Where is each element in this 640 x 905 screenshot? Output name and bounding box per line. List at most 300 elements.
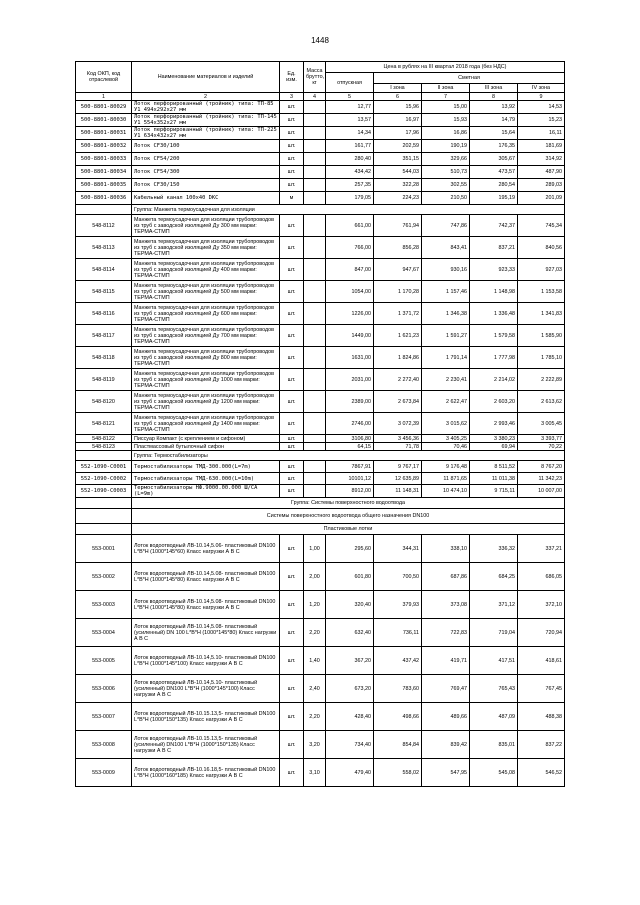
price-zone-2: 1 591,27 [422, 325, 470, 347]
table-row [76, 759, 565, 787]
price-zone-2: 15,93 [422, 114, 470, 127]
price-zone-3: 69,94 [470, 443, 518, 451]
item-name: Лоток перфорированный (тройник) типа: ТП-145 У1 554х352х27 мм [132, 114, 280, 127]
item-unit: шт. [280, 237, 304, 259]
item-code: 553-0006 [76, 675, 132, 703]
header-unit: Ед. изм. [280, 62, 304, 93]
price-zone-1: 761,94 [374, 215, 422, 237]
price-zone-4: 1 341,83 [518, 303, 565, 325]
price-zone-1: 558,02 [374, 759, 422, 787]
column-number: 5 [326, 93, 374, 101]
table-row [76, 591, 565, 619]
item-mass [304, 347, 326, 369]
item-unit: шт. [280, 303, 304, 325]
item-unit: шт. [280, 114, 304, 127]
table-row [76, 259, 565, 281]
item-name: Манжета термоусадочная для изоляции трубопроводов из труб с заводской изоляцией Ду 350 мм марки: ТЕРМА-СТМП [132, 237, 280, 259]
price-otpusk: 179,05 [326, 192, 374, 205]
item-name: Манжета термоусадочная для изоляции трубопроводов из труб с заводской изоляцией Ду 800 мм марки: ТЕРМА-СТМП [132, 347, 280, 369]
table-row [76, 369, 565, 391]
item-code: 500-8801-80033 [76, 153, 132, 166]
item-code: 553-0001 [76, 535, 132, 563]
price-zone-2: 1 791,14 [422, 347, 470, 369]
price-zone-3: 1 777,98 [470, 347, 518, 369]
table-row [76, 281, 565, 303]
price-zone-4: 745,34 [518, 215, 565, 237]
item-unit: шт. [280, 703, 304, 731]
price-otpusk: 3106,80 [326, 435, 374, 443]
item-mass: 3,10 [304, 759, 326, 787]
price-zone-3: 13,92 [470, 101, 518, 114]
item-name: Пластмассовый бутылочный сифон [132, 443, 280, 451]
item-mass: 1,40 [304, 647, 326, 675]
item-unit: шт. [280, 759, 304, 787]
group-row [76, 498, 565, 509]
item-code: 500-8801-80036 [76, 192, 132, 205]
column-number: 8 [470, 93, 518, 101]
price-zone-2: 1 157,46 [422, 281, 470, 303]
table-row [76, 179, 565, 192]
price-zone-3: 2 603,20 [470, 391, 518, 413]
price-otpusk: 14,34 [326, 127, 374, 140]
price-zone-1: 437,42 [374, 647, 422, 675]
price-zone-2: 302,55 [422, 179, 470, 192]
price-otpusk: 1226,00 [326, 303, 374, 325]
price-otpusk: 280,40 [326, 153, 374, 166]
price-zone-2: 70,46 [422, 443, 470, 451]
price-otpusk: 601,80 [326, 563, 374, 591]
price-zone-2: 687,86 [422, 563, 470, 591]
item-unit: шт. [280, 647, 304, 675]
price-otpusk: 661,00 [326, 215, 374, 237]
price-zone-3: 835,01 [470, 731, 518, 759]
item-unit: шт. [280, 179, 304, 192]
price-zone-4: 418,61 [518, 647, 565, 675]
item-name: Термостабилизаторы НФ.9000.00.000 Ш/СА (L=9m) [132, 485, 280, 498]
price-zone-1: 351,15 [374, 153, 422, 166]
item-name: Манжета термоусадочная для изоляции трубопроводов из труб с заводской изоляцией Ду 500 мм марки: ТЕРМА-СТМП [132, 281, 280, 303]
column-number: 9 [518, 93, 565, 101]
column-number-row [76, 93, 565, 101]
item-unit: шт. [280, 259, 304, 281]
price-otpusk: 2031,00 [326, 369, 374, 391]
price-zone-1: 12 635,89 [374, 473, 422, 485]
price-otpusk: 2389,00 [326, 391, 374, 413]
header-name: Наименование материалов и изделий [132, 62, 280, 93]
price-zone-2: 722,83 [422, 619, 470, 647]
price-zone-2: 839,42 [422, 731, 470, 759]
group-title: Группа: Системы поверхностного водоотвода [132, 498, 565, 509]
price-zone-1: 16,97 [374, 114, 422, 127]
item-unit: шт. [280, 347, 304, 369]
price-otpusk: 12,77 [326, 101, 374, 114]
item-code: 500-8801-80031 [76, 127, 132, 140]
table-row [76, 391, 565, 413]
item-mass: 1,20 [304, 591, 326, 619]
item-mass [304, 153, 326, 166]
price-zone-1: 856,28 [374, 237, 422, 259]
price-zone-2: 9 176,48 [422, 461, 470, 473]
table-row [76, 703, 565, 731]
price-zone-3: 1 579,58 [470, 325, 518, 347]
price-zone-4: 3 393,77 [518, 435, 565, 443]
item-mass [304, 443, 326, 451]
item-mass [304, 281, 326, 303]
group-title: Системы поверхностного водоотвода общего назначения DN100 [132, 509, 565, 524]
price-zone-4: 840,56 [518, 237, 565, 259]
price-zone-3: 15,64 [470, 127, 518, 140]
price-zone-4: 487,90 [518, 166, 565, 179]
price-zone-2: 10 474,10 [422, 485, 470, 498]
item-mass [304, 101, 326, 114]
price-zone-1: 2 272,40 [374, 369, 422, 391]
group-title: Пластиковые лотки [132, 524, 565, 535]
item-code: 500-8801-80035 [76, 179, 132, 192]
item-code: 553-0005 [76, 647, 132, 675]
price-zone-2: 419,71 [422, 647, 470, 675]
item-code: 548-8123 [76, 443, 132, 451]
price-zone-2: 2 230,41 [422, 369, 470, 391]
price-zone-4: 1 153,58 [518, 281, 565, 303]
item-unit: шт. [280, 435, 304, 443]
item-code: 548-8113 [76, 237, 132, 259]
group-row [76, 509, 565, 524]
item-code: 552-1090-C0001 [76, 461, 132, 473]
item-name: Манжета термоусадочная для изоляции трубопроводов из труб с заводской изоляцией Ду 1200 мм марки: ТЕРМА-СТМП [132, 391, 280, 413]
item-code: 553-0002 [76, 563, 132, 591]
item-unit: шт. [280, 535, 304, 563]
price-zone-3: 1 336,48 [470, 303, 518, 325]
item-mass [304, 259, 326, 281]
price-zone-4: 2 613,62 [518, 391, 565, 413]
price-zone-2: 2 622,47 [422, 391, 470, 413]
item-mass [304, 325, 326, 347]
item-unit: шт. [280, 675, 304, 703]
item-name: Лоток водоотводный ЛВ-10.14,5.10- пластиковый DN100 L*B*H (1000*145*100) Класс нагрузки А В С [132, 647, 280, 675]
item-mass [304, 215, 326, 237]
price-zone-2: 210,50 [422, 192, 470, 205]
price-zone-1: 15,96 [374, 101, 422, 114]
item-name: Лоток водоотводный ЛВ-10.14,5.08- пластиковый (усиленный) DN 100 L*B*H (1000*145*80) Класс нагрузки А В С [132, 619, 280, 647]
item-name: Манжета термоусадочная для изоляции трубопроводов из труб с заводской изоляцией Ду 300 мм марки: ТЕРМА-СТМП [132, 215, 280, 237]
group-title: Группа: Манжета термоусадочная для изоляции [132, 205, 565, 215]
price-otpusk: 295,60 [326, 535, 374, 563]
item-unit: шт. [280, 281, 304, 303]
price-zone-1: 736,11 [374, 619, 422, 647]
header-price-title: Цена в рублях на III квартал 2018 года (без НДС) [326, 62, 565, 73]
price-otpusk: 673,20 [326, 675, 374, 703]
price-zone-3: 2 214,02 [470, 369, 518, 391]
price-zone-1: 2 673,84 [374, 391, 422, 413]
price-zone-4: 372,10 [518, 591, 565, 619]
group-row [76, 205, 565, 215]
table-row [76, 303, 565, 325]
table-row [76, 140, 565, 153]
price-otpusk: 10101,12 [326, 473, 374, 485]
item-name: Манжета термоусадочная для изоляции трубопроводов из труб с заводской изоляцией Ду 1400 мм марки: ТЕРМА-СТМП [132, 413, 280, 435]
price-zone-4: 1 785,10 [518, 347, 565, 369]
price-otpusk: 1449,00 [326, 325, 374, 347]
price-zone-4: 927,03 [518, 259, 565, 281]
price-zone-3: 8 511,52 [470, 461, 518, 473]
price-zone-3: 3 380,23 [470, 435, 518, 443]
item-unit: шт. [280, 731, 304, 759]
header-code: Код ОКП, код отраслевой [76, 62, 132, 93]
column-number: 3 [280, 93, 304, 101]
table-row [76, 237, 565, 259]
item-code: 548-8119 [76, 369, 132, 391]
price-zone-3: 1 148,98 [470, 281, 518, 303]
price-otpusk: 766,00 [326, 237, 374, 259]
price-zone-3: 487,09 [470, 703, 518, 731]
price-zone-2: 329,66 [422, 153, 470, 166]
item-code: 500-8801-80029 [76, 101, 132, 114]
item-code: 553-0008 [76, 731, 132, 759]
table-row [76, 101, 565, 114]
table-row [76, 485, 565, 498]
item-code: 552-1090-C0003 [76, 485, 132, 498]
column-number: 1 [76, 93, 132, 101]
table-body [76, 101, 565, 787]
price-zone-4: 314,92 [518, 153, 565, 166]
price-zone-4: 337,21 [518, 535, 565, 563]
price-zone-4: 720,94 [518, 619, 565, 647]
price-zone-3: 473,57 [470, 166, 518, 179]
item-name: Писсуар Компакт (с креплением и сифоном) [132, 435, 280, 443]
price-table [75, 61, 565, 787]
header-zone-3: III зона [470, 84, 518, 93]
price-zone-1: 947,67 [374, 259, 422, 281]
price-otpusk: 13,57 [326, 114, 374, 127]
item-unit: шт. [280, 325, 304, 347]
item-code: 548-8115 [76, 281, 132, 303]
price-zone-1: 498,66 [374, 703, 422, 731]
group-code-cell [76, 205, 132, 215]
price-zone-4: 11 342,23 [518, 473, 565, 485]
item-name: Термостабилизаторы ТМД-300.000(L=7m) [132, 461, 280, 473]
price-zone-3: 11 011,38 [470, 473, 518, 485]
price-otpusk: 161,77 [326, 140, 374, 153]
price-zone-1: 17,96 [374, 127, 422, 140]
price-otpusk: 320,40 [326, 591, 374, 619]
group-title: Группа: Термостабилизаторы [132, 451, 565, 461]
price-zone-3: 837,21 [470, 237, 518, 259]
price-zone-4: 686,05 [518, 563, 565, 591]
price-zone-1: 3 456,36 [374, 435, 422, 443]
item-name: Термостабилизаторы ТМД-630.000(L=10m) [132, 473, 280, 485]
table-row [76, 153, 565, 166]
price-zone-4: 8 767,20 [518, 461, 565, 473]
price-zone-1: 322,28 [374, 179, 422, 192]
price-zone-1: 783,60 [374, 675, 422, 703]
item-name: Лоток водоотводный ЛВ-10.14,5.06- пластиковый DN100 L*B*H (1000*145*60) Класс нагрузки А В С [132, 535, 280, 563]
item-name: Лоток перфорированный (тройник) типа: ТП-225 У1 634х432х27 мм [132, 127, 280, 140]
price-zone-1: 11 148,31 [374, 485, 422, 498]
item-code: 553-0004 [76, 619, 132, 647]
price-zone-4: 1 585,90 [518, 325, 565, 347]
item-name: Лоток CF30/100 [132, 140, 280, 153]
price-otpusk: 64,15 [326, 443, 374, 451]
price-zone-3: 9 715,11 [470, 485, 518, 498]
item-code: 500-8801-80034 [76, 166, 132, 179]
header-otpusk: отпускная [326, 73, 374, 93]
group-row [76, 524, 565, 535]
price-zone-4: 3 005,45 [518, 413, 565, 435]
table-row [76, 535, 565, 563]
item-name: Манжета термоусадочная для изоляции трубопроводов из труб с заводской изоляцией Ду 700 мм марки: ТЕРМА-СТМП [132, 325, 280, 347]
item-code: 548-8120 [76, 391, 132, 413]
price-zone-3: 417,51 [470, 647, 518, 675]
item-mass [304, 413, 326, 435]
item-mass [304, 369, 326, 391]
price-zone-4: 546,52 [518, 759, 565, 787]
price-zone-4: 201,09 [518, 192, 565, 205]
table-row [76, 325, 565, 347]
table-row [76, 166, 565, 179]
price-zone-2: 747,86 [422, 215, 470, 237]
price-zone-2: 1 346,38 [422, 303, 470, 325]
header-zone-1: I зона [374, 84, 422, 93]
item-mass: 1,00 [304, 535, 326, 563]
price-otpusk: 8912,00 [326, 485, 374, 498]
price-otpusk: 7867,91 [326, 461, 374, 473]
table-row [76, 114, 565, 127]
item-name: Лоток CF30/150 [132, 179, 280, 192]
price-zone-1: 379,93 [374, 591, 422, 619]
item-name: Лоток водоотводный ЛВ-10.14,5.08- пластиковый DN100 L*B*H (1000*145*80) Класс нагрузки А В С [132, 563, 280, 591]
item-unit: шт. [280, 215, 304, 237]
price-zone-1: 224,23 [374, 192, 422, 205]
price-zone-4: 488,38 [518, 703, 565, 731]
price-otpusk: 1631,00 [326, 347, 374, 369]
item-unit: шт. [280, 140, 304, 153]
item-mass: 2,20 [304, 619, 326, 647]
item-unit: шт. [280, 391, 304, 413]
table-row [76, 127, 565, 140]
price-zone-4: 2 222,89 [518, 369, 565, 391]
item-mass [304, 179, 326, 192]
item-code: 548-8116 [76, 303, 132, 325]
price-zone-2: 15,00 [422, 101, 470, 114]
price-zone-4: 14,53 [518, 101, 565, 114]
item-unit: шт. [280, 127, 304, 140]
table-row [76, 461, 565, 473]
column-number: 4 [304, 93, 326, 101]
price-zone-3: 14,79 [470, 114, 518, 127]
price-zone-3: 684,25 [470, 563, 518, 591]
item-code: 500-8801-80030 [76, 114, 132, 127]
price-zone-3: 719,04 [470, 619, 518, 647]
item-name: Манжета термоусадочная для изоляции трубопроводов из труб с заводской изоляцией Ду 400 мм марки: ТЕРМА-СТМП [132, 259, 280, 281]
item-unit: шт. [280, 369, 304, 391]
item-name: Лоток CF54/200 [132, 153, 280, 166]
price-otpusk: 367,20 [326, 647, 374, 675]
price-zone-3: 280,54 [470, 179, 518, 192]
header-smetnaya: Сметная [374, 73, 565, 84]
price-zone-2: 489,66 [422, 703, 470, 731]
item-name: Манжета термоусадочная для изоляции трубопроводов из труб с заводской изоляцией Ду 1000 мм марки: ТЕРМА-СТМП [132, 369, 280, 391]
item-name: Лоток CF54/300 [132, 166, 280, 179]
group-code-cell [76, 498, 132, 509]
price-zone-1: 344,31 [374, 535, 422, 563]
price-otpusk: 632,40 [326, 619, 374, 647]
price-zone-1: 9 767,17 [374, 461, 422, 473]
item-unit: шт. [280, 485, 304, 498]
header-zone-4: IV зона [518, 84, 565, 93]
item-mass [304, 127, 326, 140]
price-zone-1: 1 621,23 [374, 325, 422, 347]
item-unit: шт. [280, 413, 304, 435]
table-row [76, 675, 565, 703]
item-unit: шт. [280, 443, 304, 451]
price-zone-4: 10 007,00 [518, 485, 565, 498]
item-mass [304, 114, 326, 127]
table-row [76, 215, 565, 237]
item-unit: шт. [280, 473, 304, 485]
group-code-cell [76, 524, 132, 535]
item-unit: шт. [280, 563, 304, 591]
group-code-cell [76, 451, 132, 461]
price-zone-3: 371,12 [470, 591, 518, 619]
item-unit: шт. [280, 619, 304, 647]
price-zone-1: 1 371,72 [374, 303, 422, 325]
item-unit: шт. [280, 166, 304, 179]
price-zone-3: 195,19 [470, 192, 518, 205]
price-zone-2: 338,10 [422, 535, 470, 563]
price-zone-4: 15,23 [518, 114, 565, 127]
price-zone-4: 837,22 [518, 731, 565, 759]
price-zone-4: 16,11 [518, 127, 565, 140]
price-zone-1: 544,03 [374, 166, 422, 179]
price-zone-4: 70,22 [518, 443, 565, 451]
column-number: 2 [132, 93, 280, 101]
price-zone-2: 843,41 [422, 237, 470, 259]
price-zone-2: 3 405,25 [422, 435, 470, 443]
column-number: 6 [374, 93, 422, 101]
price-zone-3: 336,32 [470, 535, 518, 563]
price-zone-3: 2 993,46 [470, 413, 518, 435]
item-mass [304, 140, 326, 153]
price-zone-3: 742,37 [470, 215, 518, 237]
price-zone-4: 767,45 [518, 675, 565, 703]
item-code: 548-8114 [76, 259, 132, 281]
price-zone-2: 769,47 [422, 675, 470, 703]
item-name: Лоток водоотводный ЛВ-10.15.13,5- пластиковый (усиленный) DN100 L*B*H (1000*150*135) Класс нагрузки А В С [132, 731, 280, 759]
price-zone-4: 289,03 [518, 179, 565, 192]
price-otpusk: 257,35 [326, 179, 374, 192]
table-row [76, 192, 565, 205]
item-name: Лоток водоотводный ЛВ-10.14,5.10- пластиковый (усиленный) DN100 L*B*H (1000*145*100) Класс нагрузки А В С [132, 675, 280, 703]
price-zone-2: 3 015,62 [422, 413, 470, 435]
price-zone-3: 545,08 [470, 759, 518, 787]
table-row [76, 347, 565, 369]
item-name: Манжета термоусадочная для изоляции трубопроводов из труб с заводской изоляцией Ду 600 мм марки: ТЕРМА-СТМП [132, 303, 280, 325]
item-code: 500-8801-80032 [76, 140, 132, 153]
price-otpusk: 428,40 [326, 703, 374, 731]
header-zone-2: II зона [422, 84, 470, 93]
item-code: 548-8112 [76, 215, 132, 237]
price-otpusk: 847,00 [326, 259, 374, 281]
item-name: Кабельный канал 100х40 DKC [132, 192, 280, 205]
table-row [76, 435, 565, 443]
item-mass [304, 391, 326, 413]
price-zone-2: 930,16 [422, 259, 470, 281]
price-zone-2: 16,86 [422, 127, 470, 140]
table-row [76, 443, 565, 451]
item-mass [304, 485, 326, 498]
item-unit: шт. [280, 153, 304, 166]
price-zone-2: 11 871,65 [422, 473, 470, 485]
